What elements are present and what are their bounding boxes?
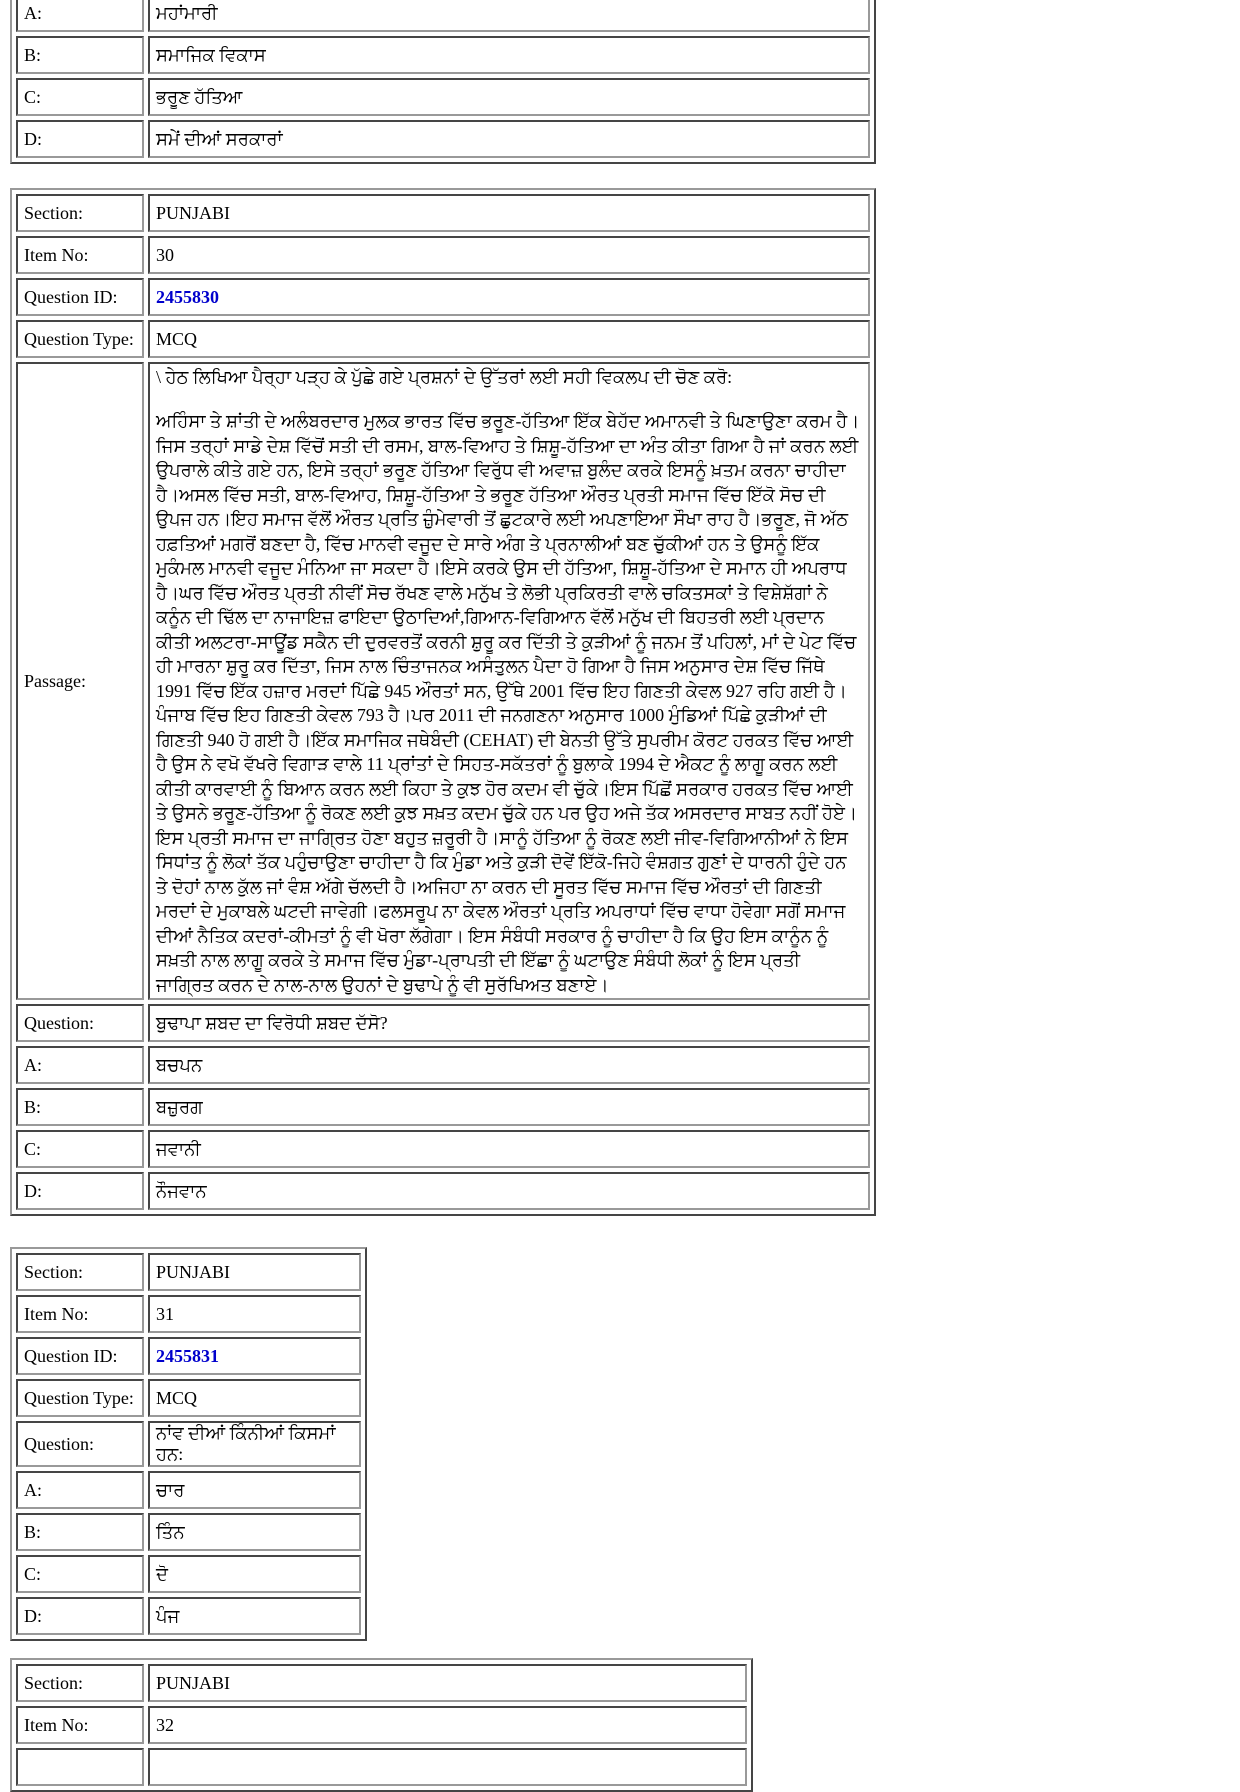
question-text: ਬੁਢਾਪਾ ਸ਼ਬਦ ਦਾ ਵਿਰੋਧੀ ਸ਼ਬਦ ਦੱਸੋ? — [148, 1004, 870, 1042]
option-label: D: — [16, 120, 144, 158]
option-label: B: — [16, 1513, 144, 1551]
option-row-c — [16, 78, 870, 116]
option-row-a — [16, 1046, 870, 1084]
section-value: PUNJABI — [148, 1253, 361, 1291]
section-value: PUNJABI — [148, 1664, 747, 1702]
passage-instruction: \ ਹੇਠ ਲਿਖਿਆ ਪੈਰ੍ਹਾ ਪੜ੍ਹ ਕੇ ਪੁੱਛੇ ਗਏ ਪ੍ਰਸ਼ਨਾਂ ਦੇ ਉੱਤਰਾਂ ਲਈ ਸਹੀ ਵਿਕਲਪ ਦੀ ਚੋਣ ਕਰੋ: — [156, 366, 733, 387]
option-label: C: — [16, 78, 144, 116]
question-type-value: MCQ — [148, 320, 870, 358]
section-label: Section: — [16, 1664, 144, 1702]
item-row — [16, 236, 870, 274]
option-text: ਬਜ਼ੁਰਗ — [148, 1088, 870, 1126]
option-row-d — [16, 120, 870, 158]
section-row — [16, 1664, 747, 1702]
option-label: C: — [16, 1555, 144, 1593]
question-table-32 — [10, 1658, 753, 1792]
option-row-a — [16, 0, 870, 32]
question-id-label: Question ID: — [16, 278, 144, 316]
option-text: ਜਵਾਨੀ — [148, 1130, 870, 1168]
question-id-label: Question ID: — [16, 1337, 144, 1375]
item-row — [16, 1706, 747, 1744]
option-text: ਮਹਾਂਮਾਰੀ — [148, 0, 870, 32]
item-value: 32 — [148, 1706, 747, 1744]
question-type-label: Question Type: — [16, 320, 144, 358]
option-text: ਭਰੂਣ ਹੱਤਿਆ — [148, 78, 870, 116]
option-row-d — [16, 1597, 361, 1635]
item-value: 31 — [148, 1295, 361, 1333]
item-label: Item No: — [16, 1706, 144, 1744]
option-label: B: — [16, 1088, 144, 1126]
option-label: C: — [16, 1130, 144, 1168]
option-label: B: — [16, 36, 144, 74]
question-table-31 — [10, 1247, 367, 1641]
question-id-value: 2455831 — [148, 1337, 361, 1375]
option-label: A: — [16, 0, 144, 32]
option-text: ਤਿੰਨ — [148, 1513, 361, 1551]
option-label: A: — [16, 1046, 144, 1084]
question-id-value: 2455830 — [148, 278, 870, 316]
option-text: ਸਮਾਜਿਕ ਵਿਕਾਸ — [148, 36, 870, 74]
section-row — [16, 194, 870, 232]
section-label: Section: — [16, 1253, 144, 1291]
question-label: Question: — [16, 1421, 144, 1467]
question-table-30 — [10, 188, 876, 1216]
option-row-a — [16, 1471, 361, 1509]
option-label: D: — [16, 1597, 144, 1635]
option-text: ਬਚਪਨ — [148, 1046, 870, 1084]
question-label: Question: — [16, 1004, 144, 1042]
option-text: ਸਮੇਂ ਦੀਆਂ ਸਰਕਾਰਾਂ — [148, 120, 870, 158]
section-row — [16, 1253, 361, 1291]
question-row — [16, 1421, 361, 1467]
question-type-row — [16, 1379, 361, 1417]
question-type-row — [16, 320, 870, 358]
passage-label: Passage: — [16, 362, 144, 1000]
passage-row — [16, 362, 870, 1000]
question-type-value: MCQ — [148, 1379, 361, 1417]
passage-text: ਅਹਿੰਸਾ ਤੇ ਸ਼ਾਂਤੀ ਦੇ ਅਲੰਬਰਦਾਰ ਮੁਲਕ ਭਾਰਤ ਵਿੱਚ ਭਰੂਣ-ਹੱਤਿਆ ਇੱਕ ਬੇਹੱਦ ਅਮਾਨਵੀ ਤੇ ਘਿਣਾਉਣਾ ਕਰਮ ਹੈ।ਜਿਸ ਤਰ੍ਹਾਂ ਸਾਡੇ ਦੇਸ਼ ਵਿੱਚੋਂ ਸਤੀ ਦੀ ਰਸਮ, ਬਾਲ-ਵਿਆਹ ਤੇ ਸ਼ਿਸ਼ੂ-ਹੱਤਿਆ ਦਾ ਅੰਤ ਕੀਤਾ ਗਿਆ ਹੈ ਜਾਂ ਕਰਨ ਲਈ ਉਪਰਾਲੇ ਕੀਤੇ ਗਏ ਹਨ, ਇਸੇ ਤਰ੍ਹਾਂ ਭਰੂਣ ਹੱਤਿਆ ਵਿਰੁੱਧ ਵੀ ਅਵਾਜ਼ ਬੁਲੰਦ ਕਰਕੇ ਇਸਨੂੰ ਖ਼ਤਮ ਕਰਨਾ ਚਾਹੀਦਾ ਹੈ।ਅਸਲ ਵਿੱਚ ਸਤੀ, ਬਾਲ-ਵਿਆਹ, ਸ਼ਿਸ਼ੂ-ਹੱਤਿਆ ਤੇ ਭਰੂਣ ਹੱਤਿਆ ਔਰਤ ਪ੍ਰਤੀ ਸਮਾਜ ਵਿੱਚ ਇੱਕੋ ਸੋਚ ਦੀ ਉਪਜ ਹਨ।ਇਹ ਸਮਾਜ ਵੱਲੋਂ ਔਰਤ ਪ੍ਰਤਿ ਜ਼ੁੰਮੇਵਾਰੀ ਤੋਂ ਛੁਟਕਾਰੇ ਲਈ ਅਪਣਾਇਆ ਸੌਖਾ ਰਾਹ ਹੈ।ਭਰੂਣ, ਜੋ ਅੱਠ ਹਫ਼ਤਿਆਂ ਮਗਰੋਂ ਬਣਦਾ ਹੈ, ਵਿੱਚ ਮਾਨਵੀ ਵਜੂਦ ਦੇ ਸਾਰੇ ਅੰਗ ਤੇ ਪ੍ਰਨਾਲੀਆਂ ਬਣ ਚੁੱਕੀਆਂ ਹਨ ਤੇ ਉਸਨੂੰ ਇੱਕ ਮੁਕੰਮਲ ਮਾਨਵੀ ਵਜੂਦ ਮੰਨਿਆ ਜਾ ਸਕਦਾ ਹੈ।ਇਸੇ ਕਰਕੇ ਉਸ ਦੀ ਹੱਤਿਆ, ਸ਼ਿਸ਼ੂ-ਹੱਤਿਆ ਦੇ ਸਮਾਨ ਹੀ ਅਪਰਾਧ ਹੈ।ਘਰ ਵਿੱਚ ਔਰਤ ਪ੍ਰਤੀ ਨੀਵੀਂ ਸੋਚ ਰੱਖਣ ਵਾਲੇ ਮਨੁੱਖ ਤੇ ਲੋਭੀ ਪ੍ਰਕਿਰਤੀ ਵਾਲੇ ਚਕਿਤਸਕਾਂ ਤੇ ਵਿਸ਼ੇਸ਼ੱਗਾਂ ਨੇ ਕਨੂੰਨ ਦੀ ਢਿੱਲ ਦਾ ਨਾਜਾਇਜ਼ ਫਾਇਦਾ ਉਠਾਦਿਆਂ,ਗਿਆਨ-ਵਿਗਿਆਨ ਵੱਲੋਂ ਮਨੁੱਖ ਦੀ ਬਿਹਤਰੀ ਲਈ ਪ੍ਰਦਾਨ ਕੀਤੀ ਅਲਟਰਾ-ਸਾਊਂਡ ਸਕੈਨ ਦੀ ਦੁਰਵਰਤੋਂ ਕਰਨੀ ਸ਼ੁਰੂ ਕਰ ਦਿੱਤੀ ਤੇ ਕੁੜੀਆਂ ਨੂੰ ਜਨਮ ਤੋਂ ਪਹਿਲਾਂ, ਮਾਂ ਦੇ ਪੇਟ ਵਿੱਚ ਹੀ ਮਾਰਨਾ ਸ਼ੁਰੂ ਕਰ ਦਿੱਤਾ, ਜਿਸ ਨਾਲ ਚਿੰਤਾਜਨਕ ਅਸੰਤੁਲਨ ਪੈਦਾ ਹੋ ਗਿਆ ਹੈ ਜਿਸ ਅਨੁਸਾਰ ਦੇਸ਼ ਵਿੱਚ ਜਿੱਥੇ 1991 ਵਿੱਚ ਇੱਕ ਹਜ਼ਾਰ ਮਰਦਾਂ ਪਿੱਛੇ 945 ਔਰਤਾਂ ਸਨ, ਉੱਥੇ 2001 ਵਿੱਚ ਇਹ ਗਿਣਤੀ ਕੇਵਲ 927 ਰਹਿ ਗਈ ਹੈ।ਪੰਜਾਬ ਵਿੱਚ ਇਹ ਗਿਣਤੀ ਕੇਵਲ 793 ਹੈ।ਪਰ 2011 ਦੀ ਜਨਗਣਨਾ ਅਨੁਸਾਰ 1000 ਮੁੰਡਿਆਂ ਪਿੱਛੇ ਕੁੜੀਆਂ ਦੀ ਗਿਣਤੀ 940 ਹੋ ਗਈ ਹੈ।ਇੱਕ ਸਮਾਜਿਕ ਜਥੇਬੰਦੀ (CEHAT) ਦੀ ਬੇਨਤੀ ਉੱਤੇ ਸੁਪਰੀਮ ਕੋਰਟ ਹਰਕਤ ਵਿੱਚ ਆਈ ਹੈ ਉਸ ਨੇ ਵਖੋ ਵੱਖਰੇ ਵਿਗਾੜ ਵਾਲੇ 11 ਪ੍ਰਾਂਤਾਂ ਦੇ ਸਿਹਤ-ਸਕੱਤਰਾਂ ਨੂੰ ਬੁਲਾਕੇ 1994 ਦੇ ਐਕਟ ਨੂੰ ਲਾਗੂ ਕਰਨ ਲਈ ਕੀਤੀ ਕਾਰਵਾਈ ਨੂੰ ਬਿਆਨ ਕਰਨ ਲਈ ਕਿਹਾ ਤੇ ਕੁਝ ਹੋਰ ਕਦਮ ਵੀ ਚੁੱਕੇ।ਇਸ ਪਿੱਛੋਂ ਸਰਕਾਰ ਹਰਕਤ ਵਿੱਚ ਆਈ ਤੇ ਉਸਨੇ ਭਰੂਣ-ਹੱਤਿਆ ਨੂੰ ਰੋਕਣ ਲਈ ਕੁਝ ਸਖ਼ਤ ਕਦਮ ਚੁੱਕੇ ਹਨ ਪਰ ਉਹ ਅਜੇ ਤੱਕ ਅਸਰਦਾਰ ਸਾਬਤ ਨਹੀਂ ਹੋਏ।ਇਸ ਪ੍ਰਤੀ ਸਮਾਜ ਦਾ ਜਾਗ੍ਰਿਤ ਹੋਣਾ ਬਹੁਤ ਜ਼ਰੂਰੀ ਹੈ।ਸਾਨੂੰ ਹੱਤਿਆ ਨੂੰ ਰੋਕਣ ਲਈ ਜੀਵ-ਵਿਗਿਆਨੀਆਂ ਨੇ ਇਸ ਸਿਧਾਂਤ ਨੂੰ ਲੋਕਾਂ ਤੱਕ ਪਹੁੰਚਾਉਣਾ ਚਾਹੀਦਾ ਹੈ ਕਿ ਮੁੰਡਾ ਅਤੇ ਕੁੜੀ ਦੋਵੇਂ ਇੱਕੋ-ਜਿਹੇ ਵੰਸ਼ਗਤ ਗੁਣਾਂ ਦੇ ਧਾਰਨੀ ਹੁੰਦੇ ਹਨ ਤੇ ਦੋਹਾਂ ਨਾਲ ਕੁੱਲ ਜਾਂ ਵੰਸ਼ ਅੱਗੇ ਚੱਲਦੀ ਹੈ।ਅਜਿਹਾ ਨਾ ਕਰਨ ਦੀ ਸੂਰਤ ਵਿੱਚ ਸਮਾਜ ਵਿੱਚ ਔਰਤਾਂ ਦੀ ਗਿਣਤੀ ਮਰਦਾਂ ਦੇ ਮੁਕਾਬਲੇ ਘਟਦੀ ਜਾਵੇਗੀ।ਫਲਸਰੂਪ ਨਾ ਕੇਵਲ ਔਰਤਾਂ ਪ੍ਰਤਿ ਅਪਰਾਧਾਂ ਵਿੱਚ ਵਾਧਾ ਹੋਵੇਗਾ ਸਗੋਂ ਸਮਾਜ ਦੀਆਂ ਨੈਤਿਕ ਕਦਰਾਂ-ਕੀਮਤਾਂ ਨੂੰ ਵੀ ਖੋਰਾ ਲੱਗੇਗਾ। ਇਸ ਸੰਬੰਧੀ ਸਰਕਾਰ ਨੂੰ ਚਾਹੀਦਾ ਹੈ ਕਿ ਉਹ ਇਸ ਕਾਨੂੰਨ ਨੂੰ ਸਖ਼ਤੀ ਨਾਲ ਲਾਗੂ ਕਰਕੇ ਤੇ ਸਮਾਜ ਵਿੱਚ ਮੁੰਡਾ-ਪ੍ਰਾਪਤੀ ਦੀ ਇੱਛਾ ਨੂੰ ਘਟਾਉਣ ਸੰਬੰਧੀ ਲੋਕਾਂ ਨੂੰ ਇਸ ਪ੍ਰਤੀ ਜਾਗ੍ਰਿਤ ਕਰਨ ਦੇ ਨਾਲ-ਨਾਲ ਉਹਨਾਂ ਦੇ ਬੁਢਾਪੇ ਨੂੰ ਵੀ ਸੁਰੱਖਿਅਤ ਬਣਾਏ। — [156, 411, 860, 995]
option-row-b — [16, 1088, 870, 1126]
question-text: ਨਾਂਵ ਦੀਆਂ ਕਿੰਨੀਆਂ ਕਿਸਮਾਂ ਹਨ: — [148, 1421, 361, 1467]
option-text: ਪੰਜ — [148, 1597, 361, 1635]
section-value: PUNJABI — [148, 194, 870, 232]
option-row-c — [16, 1130, 870, 1168]
item-value: 30 — [148, 236, 870, 274]
question-id-row — [16, 1337, 361, 1375]
option-row-b — [16, 1513, 361, 1551]
question-id-row — [16, 278, 870, 316]
item-label: Item No: — [16, 1295, 144, 1333]
passage-content — [148, 362, 870, 1000]
option-text: ਦੋ — [148, 1555, 361, 1593]
section-label: Section: — [16, 194, 144, 232]
question-row — [16, 1004, 870, 1042]
option-row-b — [16, 36, 870, 74]
option-text: ਨੌਜਵਾਨ — [148, 1172, 870, 1210]
option-row-c — [16, 1555, 361, 1593]
question-table-prev — [10, 0, 876, 164]
option-row-d — [16, 1172, 870, 1210]
option-label: D: — [16, 1172, 144, 1210]
item-row — [16, 1295, 361, 1333]
question-id-row — [16, 1748, 747, 1786]
option-text: ਚਾਰ — [148, 1471, 361, 1509]
option-label: A: — [16, 1471, 144, 1509]
item-label: Item No: — [16, 236, 144, 274]
question-type-label: Question Type: — [16, 1379, 144, 1417]
